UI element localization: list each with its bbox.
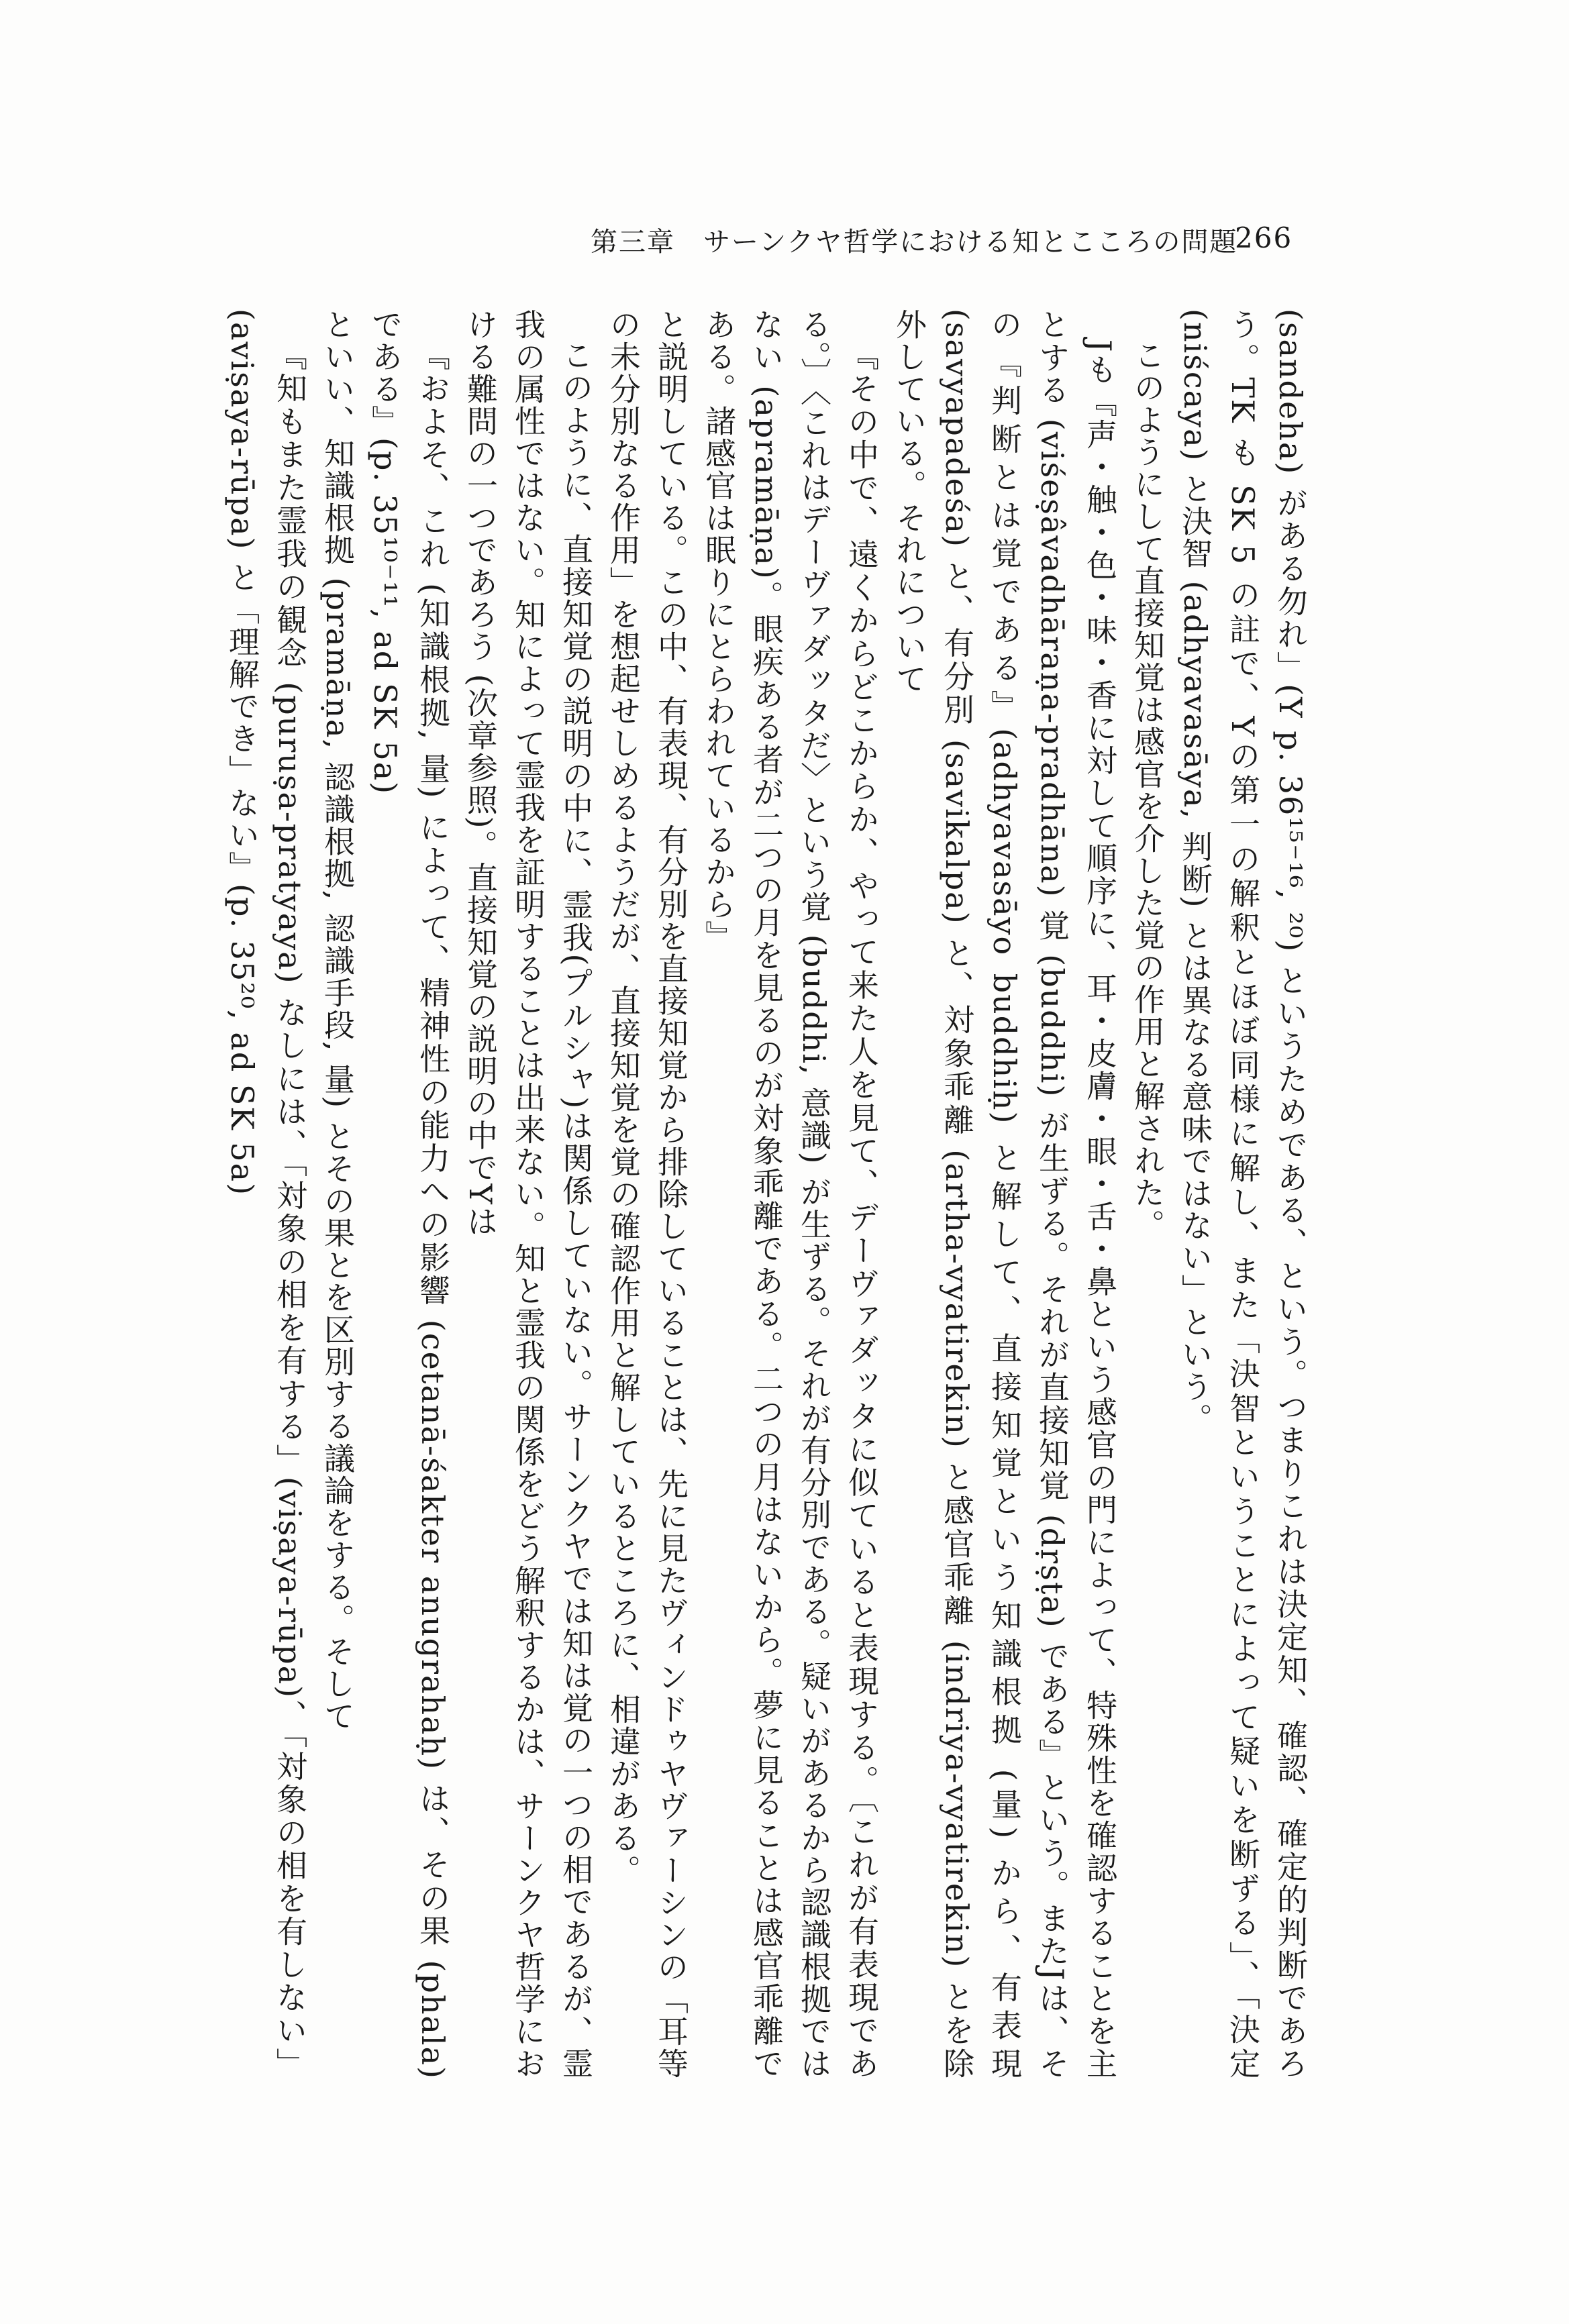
vertical-body-text (218, 309, 1314, 2080)
paragraph: このようにして直接知覚は感官を介した覚の作用と解された。 (1129, 339, 1166, 1241)
chapter-title: 第三章 サーンクヤ哲学における知とこころの問題 (591, 226, 1238, 258)
running-header (591, 216, 1293, 263)
quotation-paragraph: 『およそ、これ (知識根拠, 量) によって、精神性の能力への影響 (cetanā-śakter anugrahaḥ) は、その果 (phala) である』(p. 35¹⁰⁻¹¹, ad SK 5a) (367, 309, 451, 2080)
paragraph: Jも『声・触・色・味・香に対して順序に、耳・皮膚・眼・舌・鼻という感官の門によって、特殊性を確認することを主とする (viśeṣâvadhāraṇa-pradhāna) 覚 (buddhi) が生ずる。それが直接知覚 (dṛṣṭa) である』という。またJは、その『判断とは覚である』(adhyavasāyo buddhiḥ) と解して、直接知覚という知識根拠 (量) から、有表現 (savyapadeśa) と、有分別 (savikalpa) と、対象乖離 (artha-vyatirekin) と感官乖離 (indriya-vyatirekin) とを除外している。それについて (891, 309, 1118, 2080)
quotation-paragraph: 『知もまた霊我の観念 (puruṣa-pratyaya) なしには、「対象の相を有する」(viṣaya-rūpa)、「対象の相を有しない」(aviṣaya-rūpa) と「理解でき」ない』(p. 35²⁰, ad SK 5a) (224, 309, 308, 2080)
paragraph: といい、知識根拠 (pramāṇa, 認識根拠, 認識手段, 量) とその果とを区別する議論をする。そして (319, 309, 356, 1732)
paragraph: (sandeha) がある勿れ」(Y p. 36¹⁵⁻¹⁶, ²⁰) というためである、という。つまりこれは決定知、確認、確定的判断であろう。TK も SK 5 の註で、Yの第一の解釈とほぼ同様に解し、また「決智ということによって疑いを断ずる」、「決定(niścaya) と決智 (adhyavasāya, 判断) とは異なる意味ではない」という。 (1177, 309, 1309, 2080)
page-number: 266 (1235, 221, 1293, 254)
paragraph: と説明している。この中、有表現、有分別を直接知覚から排除していることは、先に見たヴィンドゥヤヴァーシンの「耳等の未分別なる作用」を想起せしめるようだが、直接知覚を覚の確認作用と解しているところに、相違がある。 (605, 309, 689, 2080)
quotation-paragraph: 『その中で、遠くからどこからか、やって来た人を見て、デーヴァダッタに似ていると表現する。〔これが有表現である。〕〈これはデーヴァダッタだ〉という覚 (buddhi, 意識) が生ずる。それが有分別である。疑いがあるから認識根拠ではない (apramāṇa)。眼疾ある者が二つの月を見るのが対象乖離である。二つの月はないから。夢に見ることは感官乖離である。諸感官は眠りにとらわれているから』 (701, 309, 880, 2080)
paragraph: このように、直接知覚の説明の中に、霊我(プルシャ)は関係していない。サーンクヤでは知は覚の一つの相であるが、霊我の属性ではない。知によって霊我を証明することは出来ない。知と霊我の関係をどう解釈するかは、サーンクヤ哲学における難問の一つであろう (次章参照)。直接知覚の説明の中でYは (462, 309, 594, 2080)
